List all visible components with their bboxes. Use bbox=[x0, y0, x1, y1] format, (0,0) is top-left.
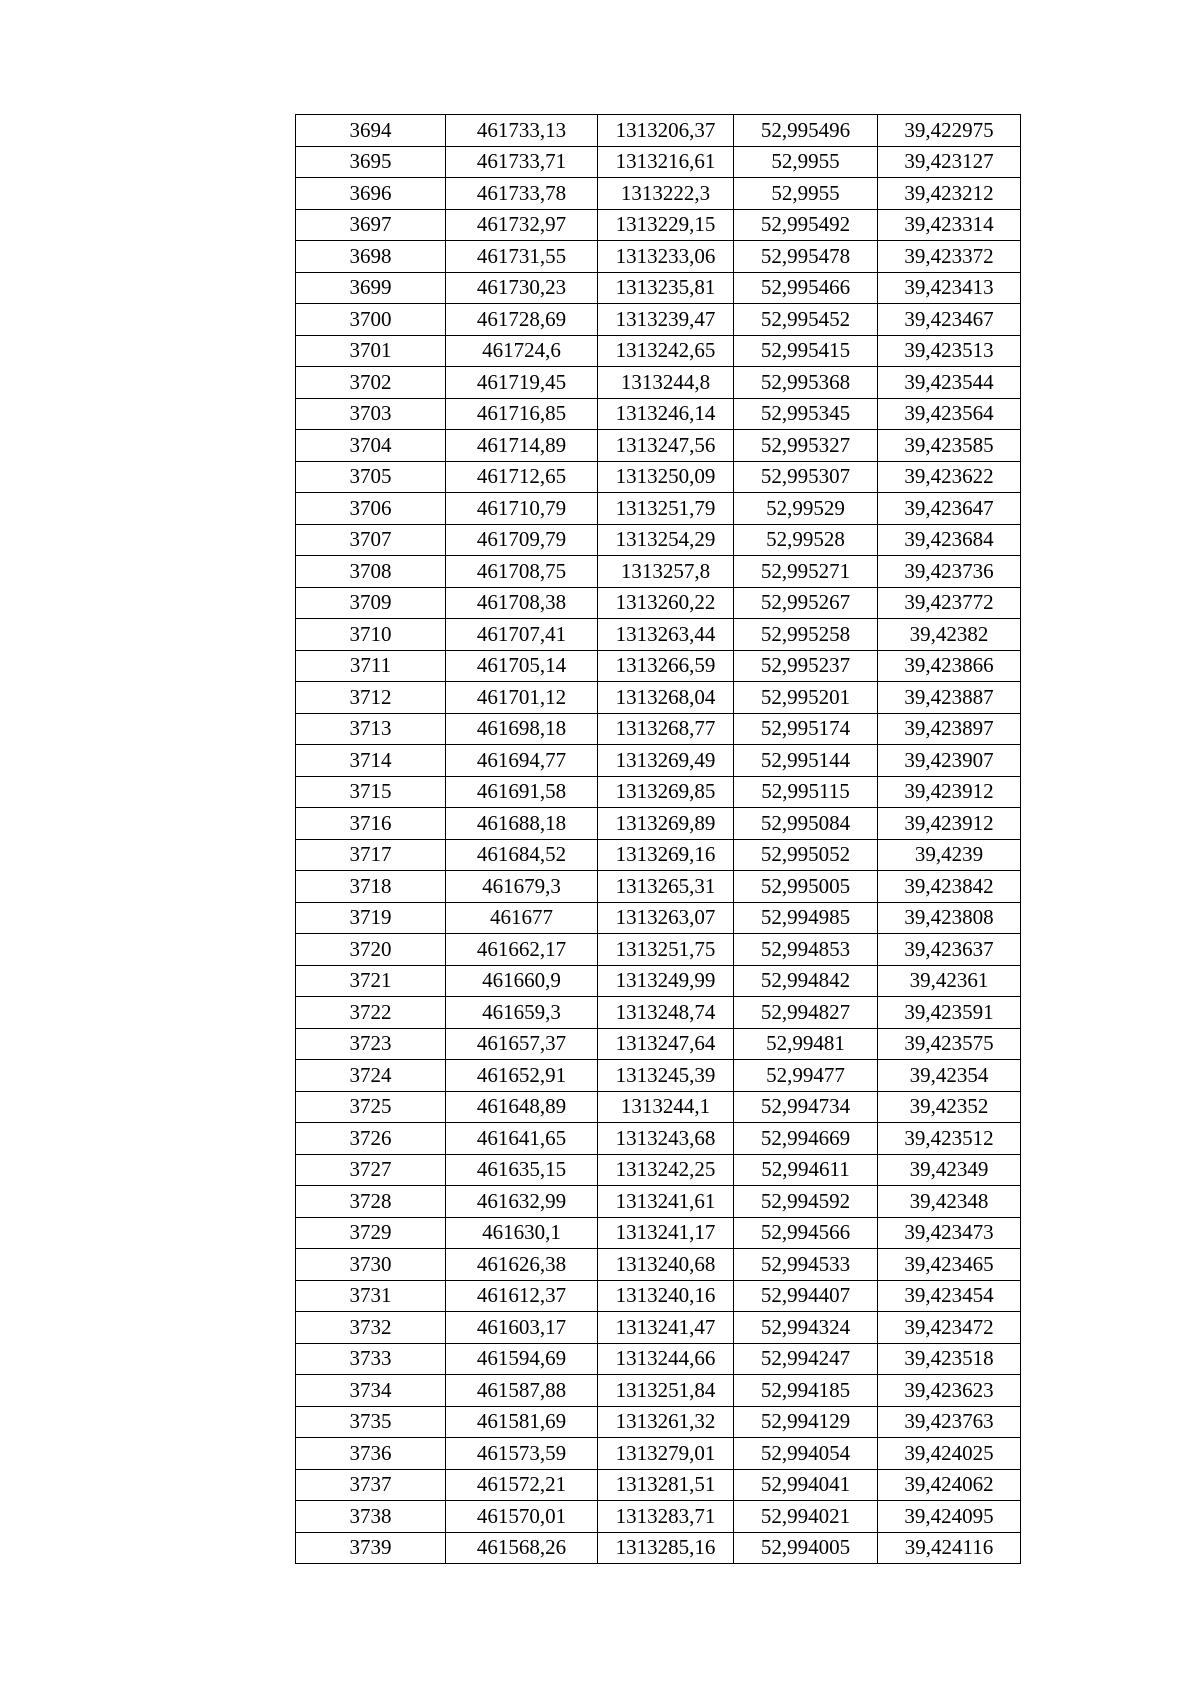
y-coordinate-cell: 1313244,8 bbox=[598, 367, 734, 399]
table-row bbox=[296, 524, 1021, 556]
table-row bbox=[296, 808, 1021, 840]
longitude-cell: 39,423575 bbox=[878, 1028, 1021, 1060]
y-coordinate-cell: 1313248,74 bbox=[598, 997, 734, 1029]
latitude-cell: 52,99481 bbox=[734, 1028, 878, 1060]
point-number-cell: 3702 bbox=[296, 367, 446, 399]
table-row bbox=[296, 1343, 1021, 1375]
x-coordinate-cell: 461733,71 bbox=[446, 146, 598, 178]
y-coordinate-cell: 1313229,15 bbox=[598, 209, 734, 241]
y-coordinate-cell: 1313269,85 bbox=[598, 776, 734, 808]
y-coordinate-cell: 1313239,47 bbox=[598, 304, 734, 336]
latitude-cell: 52,994533 bbox=[734, 1249, 878, 1281]
longitude-cell: 39,423413 bbox=[878, 272, 1021, 304]
latitude-cell: 52,995084 bbox=[734, 808, 878, 840]
y-coordinate-cell: 1313281,51 bbox=[598, 1469, 734, 1501]
latitude-cell: 52,994842 bbox=[734, 965, 878, 997]
y-coordinate-cell: 1313251,79 bbox=[598, 493, 734, 525]
x-coordinate-cell: 461603,17 bbox=[446, 1312, 598, 1344]
table-row bbox=[296, 934, 1021, 966]
y-coordinate-cell: 1313269,16 bbox=[598, 839, 734, 871]
x-coordinate-cell: 461732,97 bbox=[446, 209, 598, 241]
point-number-cell: 3699 bbox=[296, 272, 446, 304]
point-number-cell: 3733 bbox=[296, 1343, 446, 1375]
table-row bbox=[296, 1217, 1021, 1249]
table-row bbox=[296, 556, 1021, 588]
latitude-cell: 52,99528 bbox=[734, 524, 878, 556]
point-number-cell: 3738 bbox=[296, 1501, 446, 1533]
table-row bbox=[296, 1123, 1021, 1155]
table-row bbox=[296, 1406, 1021, 1438]
x-coordinate-cell: 461733,13 bbox=[446, 115, 598, 147]
latitude-cell: 52,9955 bbox=[734, 178, 878, 210]
x-coordinate-cell: 461714,89 bbox=[446, 430, 598, 462]
latitude-cell: 52,99529 bbox=[734, 493, 878, 525]
table-row bbox=[296, 430, 1021, 462]
table-row bbox=[296, 1186, 1021, 1218]
table-row bbox=[296, 209, 1021, 241]
table-row bbox=[296, 587, 1021, 619]
x-coordinate-cell: 461709,79 bbox=[446, 524, 598, 556]
table-row bbox=[296, 1501, 1021, 1533]
latitude-cell: 52,995368 bbox=[734, 367, 878, 399]
longitude-cell: 39,4239 bbox=[878, 839, 1021, 871]
latitude-cell: 52,994407 bbox=[734, 1280, 878, 1312]
point-number-cell: 3719 bbox=[296, 902, 446, 934]
y-coordinate-cell: 1313251,84 bbox=[598, 1375, 734, 1407]
x-coordinate-cell: 461594,69 bbox=[446, 1343, 598, 1375]
y-coordinate-cell: 1313285,16 bbox=[598, 1532, 734, 1564]
longitude-cell: 39,42348 bbox=[878, 1186, 1021, 1218]
point-number-cell: 3731 bbox=[296, 1280, 446, 1312]
point-number-cell: 3739 bbox=[296, 1532, 446, 1564]
latitude-cell: 52,994853 bbox=[734, 934, 878, 966]
latitude-cell: 52,995415 bbox=[734, 335, 878, 367]
latitude-cell: 52,994247 bbox=[734, 1343, 878, 1375]
table-row bbox=[296, 713, 1021, 745]
point-number-cell: 3701 bbox=[296, 335, 446, 367]
latitude-cell: 52,995345 bbox=[734, 398, 878, 430]
longitude-cell: 39,423473 bbox=[878, 1217, 1021, 1249]
longitude-cell: 39,423897 bbox=[878, 713, 1021, 745]
y-coordinate-cell: 1313241,17 bbox=[598, 1217, 734, 1249]
point-number-cell: 3723 bbox=[296, 1028, 446, 1060]
longitude-cell: 39,423912 bbox=[878, 808, 1021, 840]
x-coordinate-cell: 461716,85 bbox=[446, 398, 598, 430]
longitude-cell: 39,42352 bbox=[878, 1091, 1021, 1123]
point-number-cell: 3727 bbox=[296, 1154, 446, 1186]
longitude-cell: 39,42354 bbox=[878, 1060, 1021, 1092]
x-coordinate-cell: 461719,45 bbox=[446, 367, 598, 399]
longitude-cell: 39,423622 bbox=[878, 461, 1021, 493]
longitude-cell: 39,423647 bbox=[878, 493, 1021, 525]
longitude-cell: 39,423623 bbox=[878, 1375, 1021, 1407]
x-coordinate-cell: 461728,69 bbox=[446, 304, 598, 336]
latitude-cell: 52,9955 bbox=[734, 146, 878, 178]
x-coordinate-cell: 461612,37 bbox=[446, 1280, 598, 1312]
latitude-cell: 52,994005 bbox=[734, 1532, 878, 1564]
y-coordinate-cell: 1313241,47 bbox=[598, 1312, 734, 1344]
latitude-cell: 52,995478 bbox=[734, 241, 878, 273]
latitude-cell: 52,995237 bbox=[734, 650, 878, 682]
x-coordinate-cell: 461708,38 bbox=[446, 587, 598, 619]
y-coordinate-cell: 1313263,44 bbox=[598, 619, 734, 651]
longitude-cell: 39,424116 bbox=[878, 1532, 1021, 1564]
y-coordinate-cell: 1313257,8 bbox=[598, 556, 734, 588]
y-coordinate-cell: 1313265,31 bbox=[598, 871, 734, 903]
latitude-cell: 52,995174 bbox=[734, 713, 878, 745]
x-coordinate-cell: 461568,26 bbox=[446, 1532, 598, 1564]
longitude-cell: 39,423591 bbox=[878, 997, 1021, 1029]
longitude-cell: 39,423512 bbox=[878, 1123, 1021, 1155]
table-row bbox=[296, 241, 1021, 273]
x-coordinate-cell: 461710,79 bbox=[446, 493, 598, 525]
table-row bbox=[296, 965, 1021, 997]
table-row bbox=[296, 146, 1021, 178]
latitude-cell: 52,994324 bbox=[734, 1312, 878, 1344]
point-number-cell: 3712 bbox=[296, 682, 446, 714]
x-coordinate-cell: 461724,6 bbox=[446, 335, 598, 367]
y-coordinate-cell: 1313279,01 bbox=[598, 1438, 734, 1470]
longitude-cell: 39,423465 bbox=[878, 1249, 1021, 1281]
table-row bbox=[296, 1154, 1021, 1186]
table-row bbox=[296, 1469, 1021, 1501]
x-coordinate-cell: 461652,91 bbox=[446, 1060, 598, 1092]
y-coordinate-cell: 1313233,06 bbox=[598, 241, 734, 273]
point-number-cell: 3695 bbox=[296, 146, 446, 178]
longitude-cell: 39,423544 bbox=[878, 367, 1021, 399]
x-coordinate-cell: 461626,38 bbox=[446, 1249, 598, 1281]
y-coordinate-cell: 1313268,04 bbox=[598, 682, 734, 714]
y-coordinate-cell: 1313250,09 bbox=[598, 461, 734, 493]
latitude-cell: 52,994021 bbox=[734, 1501, 878, 1533]
longitude-cell: 39,423472 bbox=[878, 1312, 1021, 1344]
table-row bbox=[296, 745, 1021, 777]
table-row bbox=[296, 461, 1021, 493]
longitude-cell: 39,424062 bbox=[878, 1469, 1021, 1501]
y-coordinate-cell: 1313216,61 bbox=[598, 146, 734, 178]
latitude-cell: 52,995005 bbox=[734, 871, 878, 903]
x-coordinate-cell: 461688,18 bbox=[446, 808, 598, 840]
latitude-cell: 52,995267 bbox=[734, 587, 878, 619]
point-number-cell: 3724 bbox=[296, 1060, 446, 1092]
point-number-cell: 3729 bbox=[296, 1217, 446, 1249]
y-coordinate-cell: 1313242,25 bbox=[598, 1154, 734, 1186]
table-row bbox=[296, 115, 1021, 147]
x-coordinate-cell: 461572,21 bbox=[446, 1469, 598, 1501]
x-coordinate-cell: 461659,3 bbox=[446, 997, 598, 1029]
y-coordinate-cell: 1313241,61 bbox=[598, 1186, 734, 1218]
point-number-cell: 3735 bbox=[296, 1406, 446, 1438]
y-coordinate-cell: 1313269,49 bbox=[598, 745, 734, 777]
point-number-cell: 3720 bbox=[296, 934, 446, 966]
longitude-cell: 39,423684 bbox=[878, 524, 1021, 556]
latitude-cell: 52,995496 bbox=[734, 115, 878, 147]
x-coordinate-cell: 461630,1 bbox=[446, 1217, 598, 1249]
longitude-cell: 39,423637 bbox=[878, 934, 1021, 966]
y-coordinate-cell: 1313244,1 bbox=[598, 1091, 734, 1123]
x-coordinate-cell: 461691,58 bbox=[446, 776, 598, 808]
point-number-cell: 3706 bbox=[296, 493, 446, 525]
latitude-cell: 52,994592 bbox=[734, 1186, 878, 1218]
table-row bbox=[296, 619, 1021, 651]
longitude-cell: 39,422975 bbox=[878, 115, 1021, 147]
y-coordinate-cell: 1313261,32 bbox=[598, 1406, 734, 1438]
x-coordinate-cell: 461698,18 bbox=[446, 713, 598, 745]
table-row bbox=[296, 1438, 1021, 1470]
x-coordinate-cell: 461581,69 bbox=[446, 1406, 598, 1438]
table-row bbox=[296, 367, 1021, 399]
y-coordinate-cell: 1313240,16 bbox=[598, 1280, 734, 1312]
y-coordinate-cell: 1313260,22 bbox=[598, 587, 734, 619]
point-number-cell: 3734 bbox=[296, 1375, 446, 1407]
x-coordinate-cell: 461731,55 bbox=[446, 241, 598, 273]
table-row bbox=[296, 650, 1021, 682]
y-coordinate-cell: 1313206,37 bbox=[598, 115, 734, 147]
y-coordinate-cell: 1313247,64 bbox=[598, 1028, 734, 1060]
longitude-cell: 39,42361 bbox=[878, 965, 1021, 997]
latitude-cell: 52,995201 bbox=[734, 682, 878, 714]
table-row bbox=[296, 304, 1021, 336]
table-row bbox=[296, 1280, 1021, 1312]
latitude-cell: 52,994669 bbox=[734, 1123, 878, 1155]
x-coordinate-cell: 461632,99 bbox=[446, 1186, 598, 1218]
point-number-cell: 3707 bbox=[296, 524, 446, 556]
longitude-cell: 39,423454 bbox=[878, 1280, 1021, 1312]
latitude-cell: 52,994734 bbox=[734, 1091, 878, 1123]
x-coordinate-cell: 461694,77 bbox=[446, 745, 598, 777]
longitude-cell: 39,423564 bbox=[878, 398, 1021, 430]
point-number-cell: 3709 bbox=[296, 587, 446, 619]
latitude-cell: 52,994566 bbox=[734, 1217, 878, 1249]
x-coordinate-cell: 461648,89 bbox=[446, 1091, 598, 1123]
table-row bbox=[296, 398, 1021, 430]
table-row bbox=[296, 1028, 1021, 1060]
point-number-cell: 3708 bbox=[296, 556, 446, 588]
y-coordinate-cell: 1313249,99 bbox=[598, 965, 734, 997]
x-coordinate-cell: 461587,88 bbox=[446, 1375, 598, 1407]
table-row bbox=[296, 997, 1021, 1029]
longitude-cell: 39,423887 bbox=[878, 682, 1021, 714]
longitude-cell: 39,42349 bbox=[878, 1154, 1021, 1186]
table-row bbox=[296, 1249, 1021, 1281]
x-coordinate-cell: 461733,78 bbox=[446, 178, 598, 210]
longitude-cell: 39,423808 bbox=[878, 902, 1021, 934]
point-number-cell: 3730 bbox=[296, 1249, 446, 1281]
x-coordinate-cell: 461660,9 bbox=[446, 965, 598, 997]
latitude-cell: 52,994827 bbox=[734, 997, 878, 1029]
point-number-cell: 3715 bbox=[296, 776, 446, 808]
x-coordinate-cell: 461730,23 bbox=[446, 272, 598, 304]
x-coordinate-cell: 461708,75 bbox=[446, 556, 598, 588]
table-row bbox=[296, 178, 1021, 210]
latitude-cell: 52,995258 bbox=[734, 619, 878, 651]
x-coordinate-cell: 461635,15 bbox=[446, 1154, 598, 1186]
latitude-cell: 52,995052 bbox=[734, 839, 878, 871]
latitude-cell: 52,995307 bbox=[734, 461, 878, 493]
table-row bbox=[296, 493, 1021, 525]
longitude-cell: 39,423127 bbox=[878, 146, 1021, 178]
longitude-cell: 39,423513 bbox=[878, 335, 1021, 367]
point-number-cell: 3700 bbox=[296, 304, 446, 336]
table-row bbox=[296, 871, 1021, 903]
y-coordinate-cell: 1313263,07 bbox=[598, 902, 734, 934]
x-coordinate-cell: 461662,17 bbox=[446, 934, 598, 966]
point-number-cell: 3705 bbox=[296, 461, 446, 493]
table-row bbox=[296, 1060, 1021, 1092]
latitude-cell: 52,995452 bbox=[734, 304, 878, 336]
longitude-cell: 39,423772 bbox=[878, 587, 1021, 619]
latitude-cell: 52,995492 bbox=[734, 209, 878, 241]
y-coordinate-cell: 1313222,3 bbox=[598, 178, 734, 210]
table-row bbox=[296, 776, 1021, 808]
x-coordinate-cell: 461570,01 bbox=[446, 1501, 598, 1533]
x-coordinate-cell: 461712,65 bbox=[446, 461, 598, 493]
latitude-cell: 52,994611 bbox=[734, 1154, 878, 1186]
point-number-cell: 3696 bbox=[296, 178, 446, 210]
y-coordinate-cell: 1313268,77 bbox=[598, 713, 734, 745]
point-number-cell: 3697 bbox=[296, 209, 446, 241]
longitude-cell: 39,423518 bbox=[878, 1343, 1021, 1375]
y-coordinate-cell: 1313254,29 bbox=[598, 524, 734, 556]
table-row bbox=[296, 682, 1021, 714]
point-number-cell: 3714 bbox=[296, 745, 446, 777]
point-number-cell: 3737 bbox=[296, 1469, 446, 1501]
point-number-cell: 3703 bbox=[296, 398, 446, 430]
longitude-cell: 39,424025 bbox=[878, 1438, 1021, 1470]
point-number-cell: 3725 bbox=[296, 1091, 446, 1123]
point-number-cell: 3704 bbox=[296, 430, 446, 462]
y-coordinate-cell: 1313251,75 bbox=[598, 934, 734, 966]
longitude-cell: 39,423763 bbox=[878, 1406, 1021, 1438]
y-coordinate-cell: 1313266,59 bbox=[598, 650, 734, 682]
longitude-cell: 39,423314 bbox=[878, 209, 1021, 241]
point-number-cell: 3736 bbox=[296, 1438, 446, 1470]
latitude-cell: 52,994185 bbox=[734, 1375, 878, 1407]
table-row bbox=[296, 1312, 1021, 1344]
table-body bbox=[296, 115, 1021, 1564]
table-row bbox=[296, 902, 1021, 934]
latitude-cell: 52,995327 bbox=[734, 430, 878, 462]
point-number-cell: 3710 bbox=[296, 619, 446, 651]
coordinates-table bbox=[295, 114, 1021, 1564]
longitude-cell: 39,423736 bbox=[878, 556, 1021, 588]
y-coordinate-cell: 1313244,66 bbox=[598, 1343, 734, 1375]
table-row bbox=[296, 335, 1021, 367]
latitude-cell: 52,994985 bbox=[734, 902, 878, 934]
x-coordinate-cell: 461677 bbox=[446, 902, 598, 934]
table-row bbox=[296, 1091, 1021, 1123]
latitude-cell: 52,995115 bbox=[734, 776, 878, 808]
point-number-cell: 3726 bbox=[296, 1123, 446, 1155]
y-coordinate-cell: 1313283,71 bbox=[598, 1501, 734, 1533]
longitude-cell: 39,423912 bbox=[878, 776, 1021, 808]
point-number-cell: 3717 bbox=[296, 839, 446, 871]
y-coordinate-cell: 1313242,65 bbox=[598, 335, 734, 367]
x-coordinate-cell: 461707,41 bbox=[446, 619, 598, 651]
x-coordinate-cell: 461641,65 bbox=[446, 1123, 598, 1155]
point-number-cell: 3732 bbox=[296, 1312, 446, 1344]
latitude-cell: 52,995144 bbox=[734, 745, 878, 777]
longitude-cell: 39,423467 bbox=[878, 304, 1021, 336]
point-number-cell: 3728 bbox=[296, 1186, 446, 1218]
latitude-cell: 52,995271 bbox=[734, 556, 878, 588]
x-coordinate-cell: 461701,12 bbox=[446, 682, 598, 714]
longitude-cell: 39,423585 bbox=[878, 430, 1021, 462]
longitude-cell: 39,423842 bbox=[878, 871, 1021, 903]
point-number-cell: 3721 bbox=[296, 965, 446, 997]
longitude-cell: 39,423866 bbox=[878, 650, 1021, 682]
latitude-cell: 52,995466 bbox=[734, 272, 878, 304]
y-coordinate-cell: 1313245,39 bbox=[598, 1060, 734, 1092]
longitude-cell: 39,424095 bbox=[878, 1501, 1021, 1533]
point-number-cell: 3694 bbox=[296, 115, 446, 147]
longitude-cell: 39,423212 bbox=[878, 178, 1021, 210]
x-coordinate-cell: 461705,14 bbox=[446, 650, 598, 682]
table-row bbox=[296, 839, 1021, 871]
x-coordinate-cell: 461657,37 bbox=[446, 1028, 598, 1060]
longitude-cell: 39,423907 bbox=[878, 745, 1021, 777]
table-row bbox=[296, 1532, 1021, 1564]
point-number-cell: 3698 bbox=[296, 241, 446, 273]
point-number-cell: 3718 bbox=[296, 871, 446, 903]
point-number-cell: 3713 bbox=[296, 713, 446, 745]
point-number-cell: 3711 bbox=[296, 650, 446, 682]
y-coordinate-cell: 1313247,56 bbox=[598, 430, 734, 462]
point-number-cell: 3716 bbox=[296, 808, 446, 840]
point-number-cell: 3722 bbox=[296, 997, 446, 1029]
x-coordinate-cell: 461573,59 bbox=[446, 1438, 598, 1470]
y-coordinate-cell: 1313240,68 bbox=[598, 1249, 734, 1281]
table-row bbox=[296, 1375, 1021, 1407]
latitude-cell: 52,994041 bbox=[734, 1469, 878, 1501]
y-coordinate-cell: 1313243,68 bbox=[598, 1123, 734, 1155]
latitude-cell: 52,994129 bbox=[734, 1406, 878, 1438]
y-coordinate-cell: 1313235,81 bbox=[598, 272, 734, 304]
table-row bbox=[296, 272, 1021, 304]
longitude-cell: 39,42382 bbox=[878, 619, 1021, 651]
longitude-cell: 39,423372 bbox=[878, 241, 1021, 273]
y-coordinate-cell: 1313246,14 bbox=[598, 398, 734, 430]
x-coordinate-cell: 461679,3 bbox=[446, 871, 598, 903]
x-coordinate-cell: 461684,52 bbox=[446, 839, 598, 871]
latitude-cell: 52,994054 bbox=[734, 1438, 878, 1470]
latitude-cell: 52,99477 bbox=[734, 1060, 878, 1092]
y-coordinate-cell: 1313269,89 bbox=[598, 808, 734, 840]
